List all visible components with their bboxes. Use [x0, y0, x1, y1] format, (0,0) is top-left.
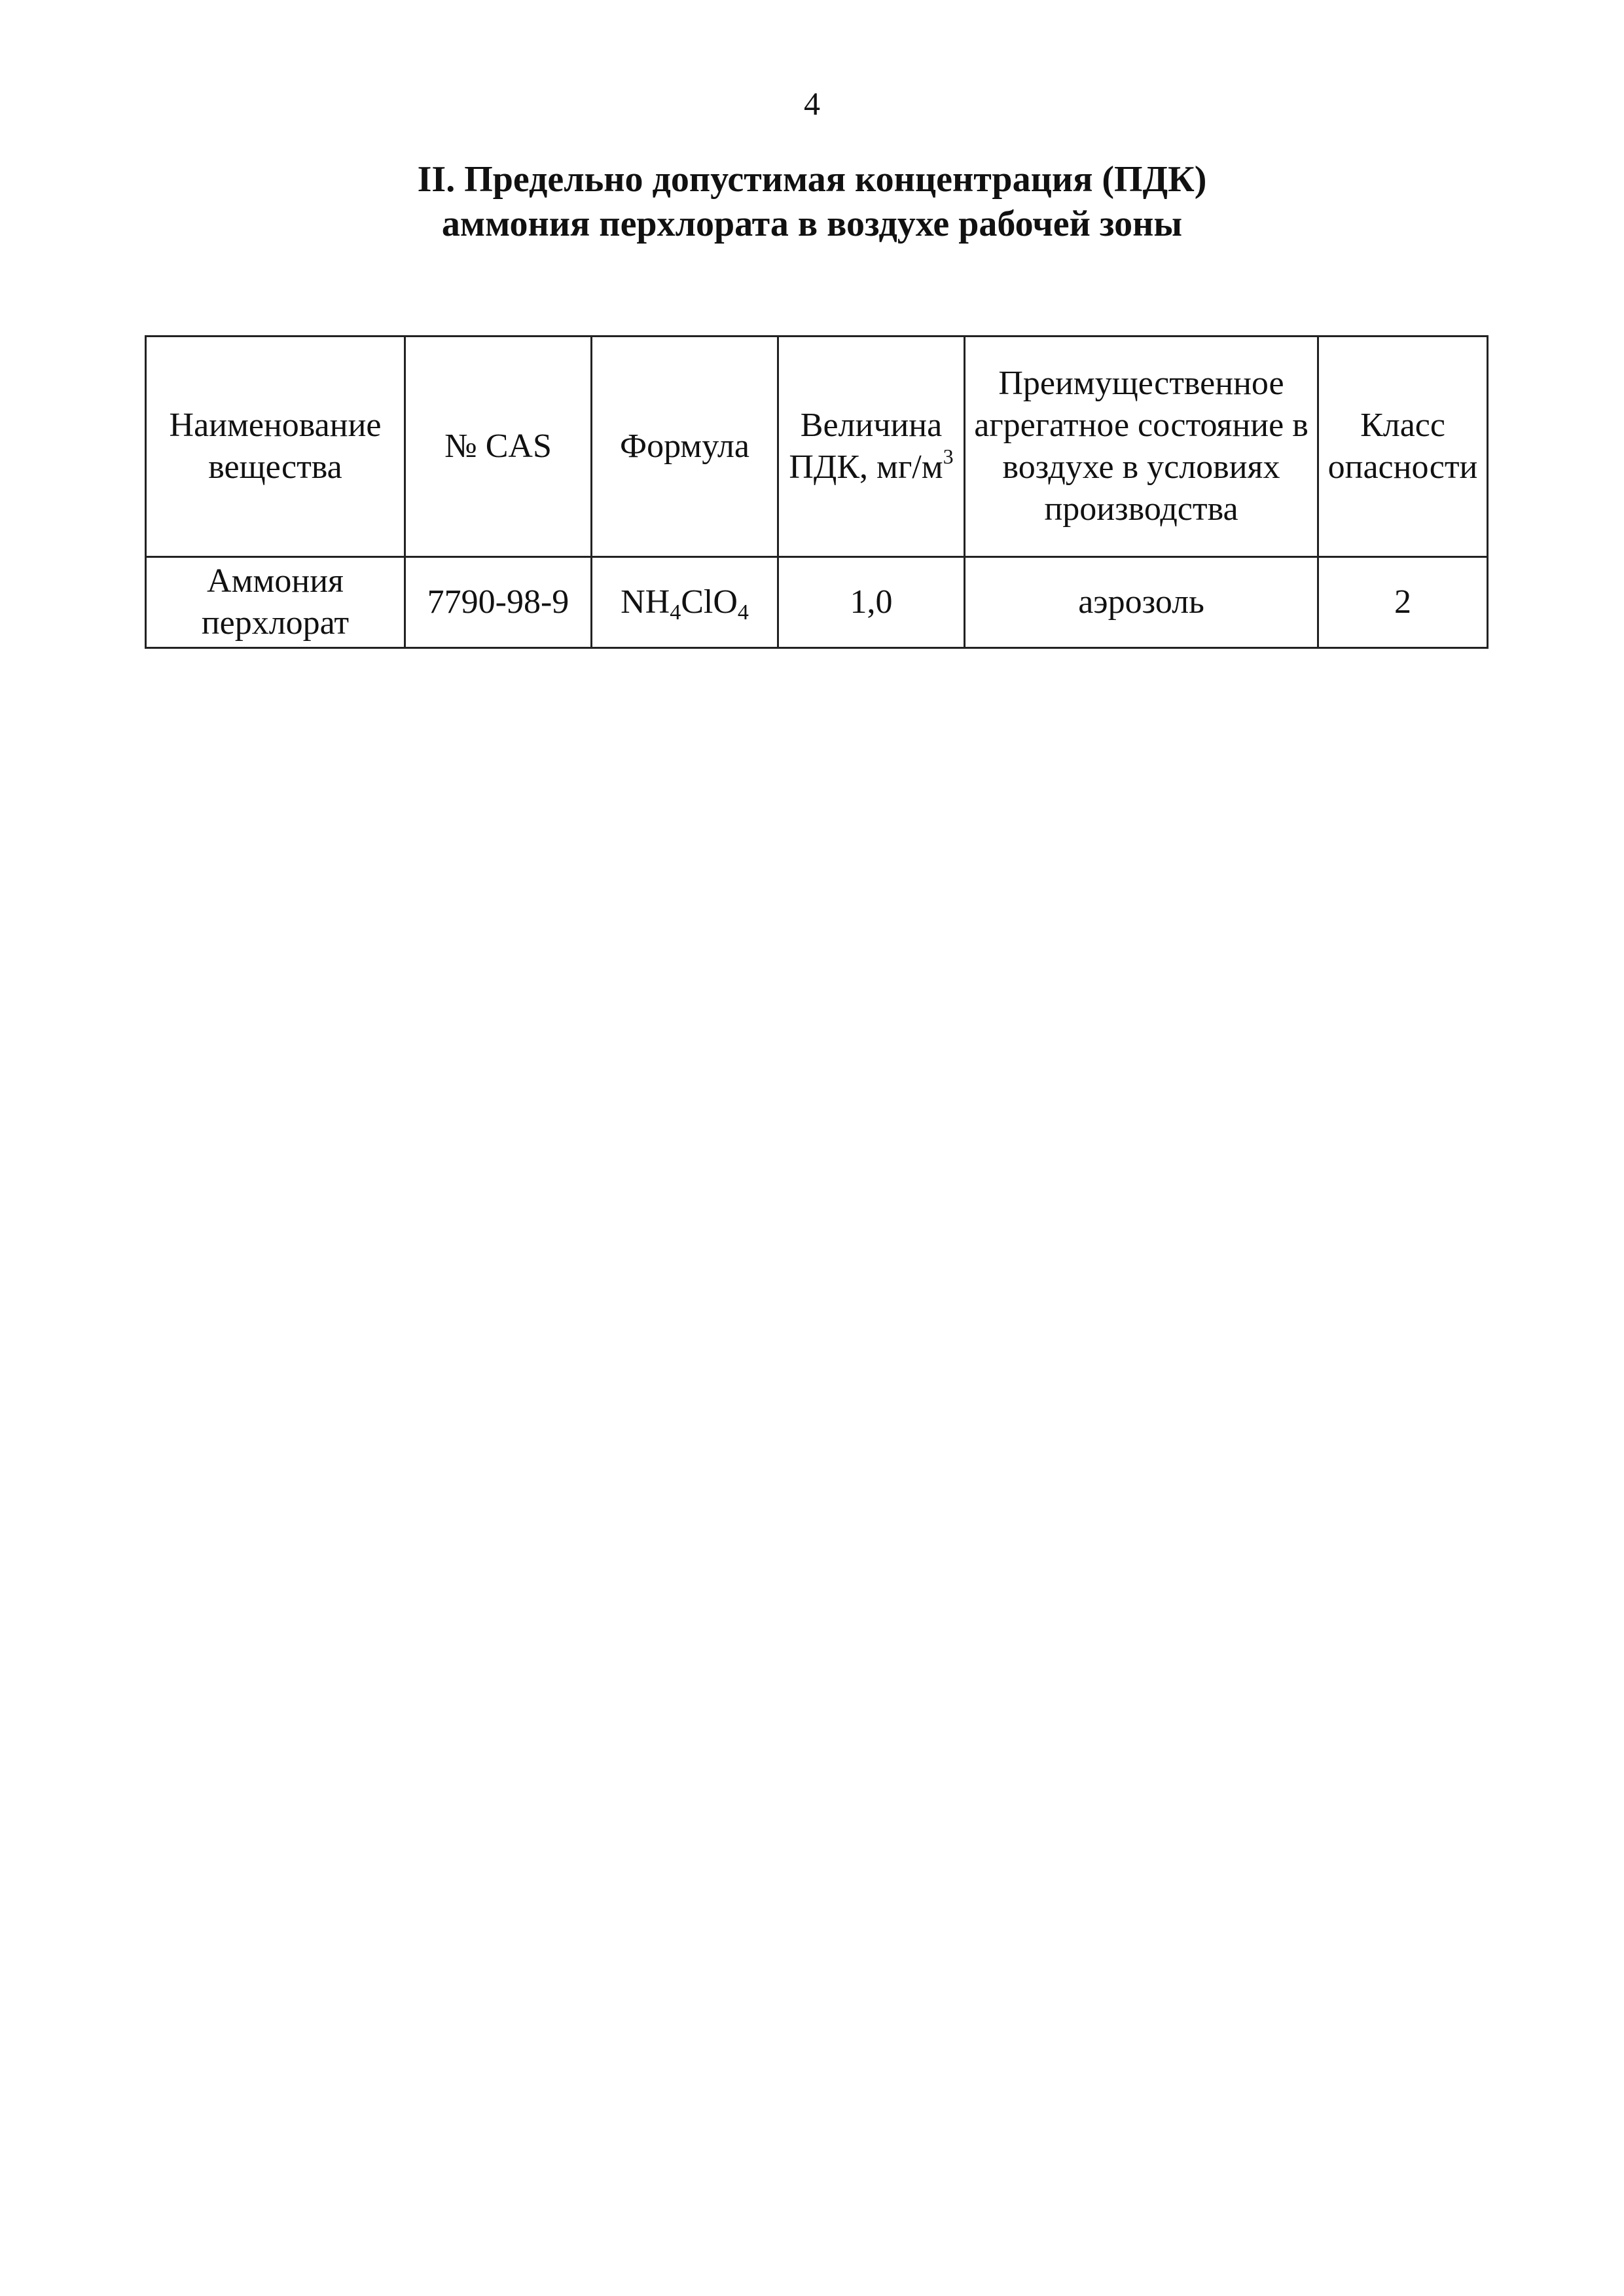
title-line-1: II. Предельно допустимая концентрация (ПДК): [417, 159, 1207, 200]
header-pdk-value: [778, 337, 965, 557]
formula-subscript-2: 4: [737, 600, 749, 625]
formula-subscript-1: 4: [670, 600, 681, 625]
cell-pdk-value: 1,0: [778, 557, 965, 648]
header-hazard-class: Класс опасности: [1318, 337, 1488, 557]
formula-part-1: NH: [621, 583, 670, 621]
formula-part-2: ClO: [681, 583, 738, 621]
cell-hazard-class: 2: [1318, 557, 1488, 648]
title-line-2: аммония перхлората в воздухе рабочей зоны: [441, 204, 1183, 244]
page-number: 4: [804, 85, 820, 122]
cell-aggregate-state: аэрозоль: [965, 557, 1318, 648]
header-formula: Формула: [592, 337, 778, 557]
header-pdk-unit-superscript: 3: [943, 445, 954, 468]
cell-formula: [592, 557, 778, 648]
table-header-row: [146, 337, 1488, 557]
header-pdk-value-text: Величина ПДК, мг/м: [789, 407, 943, 486]
document-title: [0, 157, 1624, 246]
header-substance-name: Наименование вещества: [146, 337, 405, 557]
cell-cas-number: 7790-98-9: [405, 557, 592, 648]
header-cas-number: № CAS: [405, 337, 592, 557]
table-row: [146, 557, 1488, 648]
pdk-table: [145, 335, 1489, 649]
cell-substance-name: Аммония перхлорат: [146, 557, 405, 648]
header-aggregate-state: Преимущественное агрегатное состояние в воздухе в условиях производства: [965, 337, 1318, 557]
